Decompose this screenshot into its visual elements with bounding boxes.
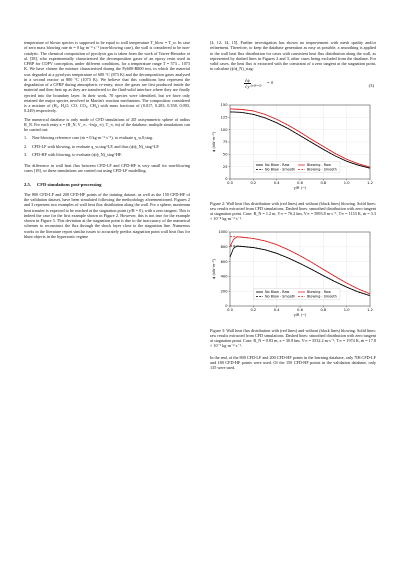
x-tick-label: 0.6: [297, 307, 303, 312]
x-tick-label: 1.2: [367, 180, 373, 185]
y-tick-label: 0: [225, 176, 228, 181]
x-tick-label: 1.2: [367, 307, 373, 312]
y-axis-label: ϕ (kW·m⁻²): [212, 258, 216, 279]
list-item: 2. CFD-LF with blowing, to evaluate q_w,stag^LF, and thus (ϕ/ϕ_N)_stag^LF.: [24, 143, 160, 149]
x-tick-label: 1.0: [343, 180, 350, 185]
paragraph-numerical-database: The numerical database is only made of CFD simulations of 2D axisymmetric sphere of radius R_N. For each entry x = (R_N, V_∞, −ln(ρ_∞), T_∞, ṁ) of the database, multiple simulations can be carried out:: [24, 116, 190, 132]
paper-page: [24, 40, 376, 540]
x-tick-label: 0.8: [320, 180, 327, 185]
legend-label: Blowing - Smooth: [307, 294, 337, 299]
paragraph-smoothing: [4, 12, 14, 15]. Further investigation has shown no improvement with mesh quality and/or refinement. Therefore, to keep the database generation as easy as possible, a smoothing is applied to the wall heat flux distribution for cases with consistent heat flux distribution along the wall, as represented by dashed lines in Figures 2 and 3, other cases being excluded from the database. For valid cases, the heat flux is extracted with the constraint of a zero tangent at the stagnation point, to calculate (ϕ/ϕ_N)_stag:: [210, 40, 376, 72]
y-tick-label: 125: [220, 115, 228, 120]
list-item: 3. CFD-HF with blowing, to evaluate (ϕ/ϕ_N)_stag^HF.: [24, 151, 122, 157]
x-tick-label: 0.0: [227, 307, 233, 312]
legend-label: Blowing - Raw: [307, 162, 331, 167]
x-tick-label: 0.6: [297, 180, 303, 185]
y-tick-label: 800: [220, 244, 228, 249]
section-heading: [24, 182, 190, 187]
y-tick-label: 400: [220, 274, 228, 279]
figure-3-caption: Figure 3: Wall heat flux distribution with (red lines) and without (black lines) blowing. Solid lines: raw results extracted from CFD simulations. Dashed lines: smoothed distribution with zero tangent at stagnation point. Case: R_N = 0.83 m, z = 30.9 km, V∞ = 3532.2 m·s⁻¹, T∞ = 1974 K, ṁ = 17.8 × 10⁻³ kg·m⁻²·s⁻¹.: [210, 327, 376, 349]
equation-number: (3): [368, 82, 374, 88]
legend-label: No Blow - Smooth: [265, 167, 296, 172]
equation-subscript: (y/R=0): [250, 83, 262, 88]
figure-2-caption: Figure 2: Wall heat flux distribution with (red lines) and without (black lines) blowing. Solid lines: raw results extracted from CFD simulations. Dashed lines: smoothed distribution with zero tangent at stagnation point. Case: R_N = 1.2 m, V∞ = 76.2 km, V∞ = 5993.8 m·s⁻¹, T∞ = 1153 K, ṁ = 3.3 × 10⁻⁴ kg·m⁻²·s⁻¹.: [210, 200, 376, 222]
paragraph-final-count: In the end, of the 800 CFD-LF and 200 CFD-HF points in the learning database, only 708 CFD-LF and 180 CFD-HF points were used. Of the 150 CFD-HF points in the validation database, only 135 were used.: [210, 354, 376, 370]
x-tick-label: 0.2: [250, 307, 257, 312]
paragraph-postprocessing: The 800 CFD-LF and 200 CFD-HF points of the training dataset, as well as the 150 CFD-HF of the validation dataset, have been simulated following the methodology aforementioned. Figures 2 and 3 represent two examples of wall heat flux distribution along the wall. For a sphere, maximum heat transfer is expected to be reached at the stagnation point (y/R = 0), with a zero tangent. This is indeed the case for the first example shown in Figure 2. However, this is not true for the example shown in Figure 3. This deviation at the stagnation point is due to the inaccuracy of the numerical schemes to reconstruct the flux through the shock layer close to the stagnation line. Numerous works in the literature report similar issues to accurately predict stagnation point wall heat flux for blunt objects in the hypersonic regime: [24, 191, 190, 239]
y-tick-label: 50: [222, 152, 228, 157]
y-tick-label: 150: [220, 102, 228, 107]
x-axis-label: y/R (−): [293, 185, 307, 190]
y-tick-label: 200: [220, 288, 228, 293]
equation-rhs: = 0: [266, 80, 274, 86]
right-column: [210, 40, 376, 373]
simulation-list: [24, 135, 190, 157]
y-tick-label: 75: [222, 139, 228, 144]
left-column: [24, 40, 190, 242]
figure-3-chart: [210, 228, 376, 324]
paragraph-pyrolysis-gas: temperature of blown species is supposed to be equal to wall temperature T_blow = T_w. In case of zero mass blowing rate ṁ = 0 kg·m⁻²·s⁻¹ (non-blowing case), the wall is considered to be non-catalytic. The chemical composition of pyrolysis gas is taken from the work of Torres-Herrador et al. [38], who experimentally characterised the decomposition gases of an epoxy resin used in CFRP for COPV conception, under different conditions, for a temperature range T = 573 – 1073 K. We have chosen the mixture characterised during the Py600-R800 test, in which the material was degraded at a pyrolysis temperature of 600 °C (873 K) and the decomposition gases analysed in a second reactor at 800 °C (1073 K). We believe that this conditions best represent the degradation of a CFRP during atmospheric re-entry, since the gases are first produced inside the material and then heat up as they are transferred to the fluid-solid interface where they are finally ejected into the boundary layer. In their work, 70 species were identified, but we have only retained the major species involved in Martin's reaction mechanism. The composition considered is a mixture of (H₂, H₂O, CO, CO₂, CH₄) with mass fractions of (0.017, 0.283, 0.358, 0.093, 0.249) respectively.: [24, 40, 190, 114]
y-tick-label: 100: [220, 127, 228, 132]
section-title: CFD simulations post-processing: [36, 181, 102, 187]
x-tick-label: 0.8: [320, 307, 327, 312]
x-tick-label: 1.0: [343, 307, 350, 312]
y-tick-label: 25: [222, 164, 228, 169]
legend-label: No Blow - Raw: [265, 162, 290, 167]
x-tick-label: 0.0: [227, 180, 233, 185]
y-tick-label: 0: [225, 303, 228, 308]
y-axis-label: ϕ (kW·m⁻²): [212, 131, 216, 152]
paragraph-difference: The difference in wall heat flux between CFD-LF and CFD-HF is very small for non-blowing cases [18], so these simulations are carried out using CFD-LF modelling.: [24, 163, 190, 174]
legend-label: No Blow - Smooth: [265, 294, 296, 299]
y-tick-label: 1000: [218, 229, 228, 234]
x-tick-label: 0.4: [273, 307, 280, 312]
x-axis-label: y/R (−): [293, 312, 307, 317]
y-tick-label: 600: [220, 259, 228, 264]
equation-fraction: $\frac{\partial\phi}{\partial y}$: [245, 77, 250, 89]
legend-label: No Blow - Raw: [265, 289, 290, 294]
list-item: 1. Non-blowing reference case (ṁ = 0 kg·m⁻²·s⁻¹), to evaluate q_w,0,stag.: [24, 135, 153, 141]
section-number: 2.5.: [24, 181, 31, 187]
legend-label: Blowing - Raw: [307, 289, 331, 294]
x-tick-label: 0.4: [273, 180, 280, 185]
x-tick-label: 0.2: [250, 180, 257, 185]
legend-label: Blowing - Smooth: [307, 167, 337, 172]
equation-3: [210, 76, 376, 96]
figure-2-chart: [210, 101, 376, 197]
